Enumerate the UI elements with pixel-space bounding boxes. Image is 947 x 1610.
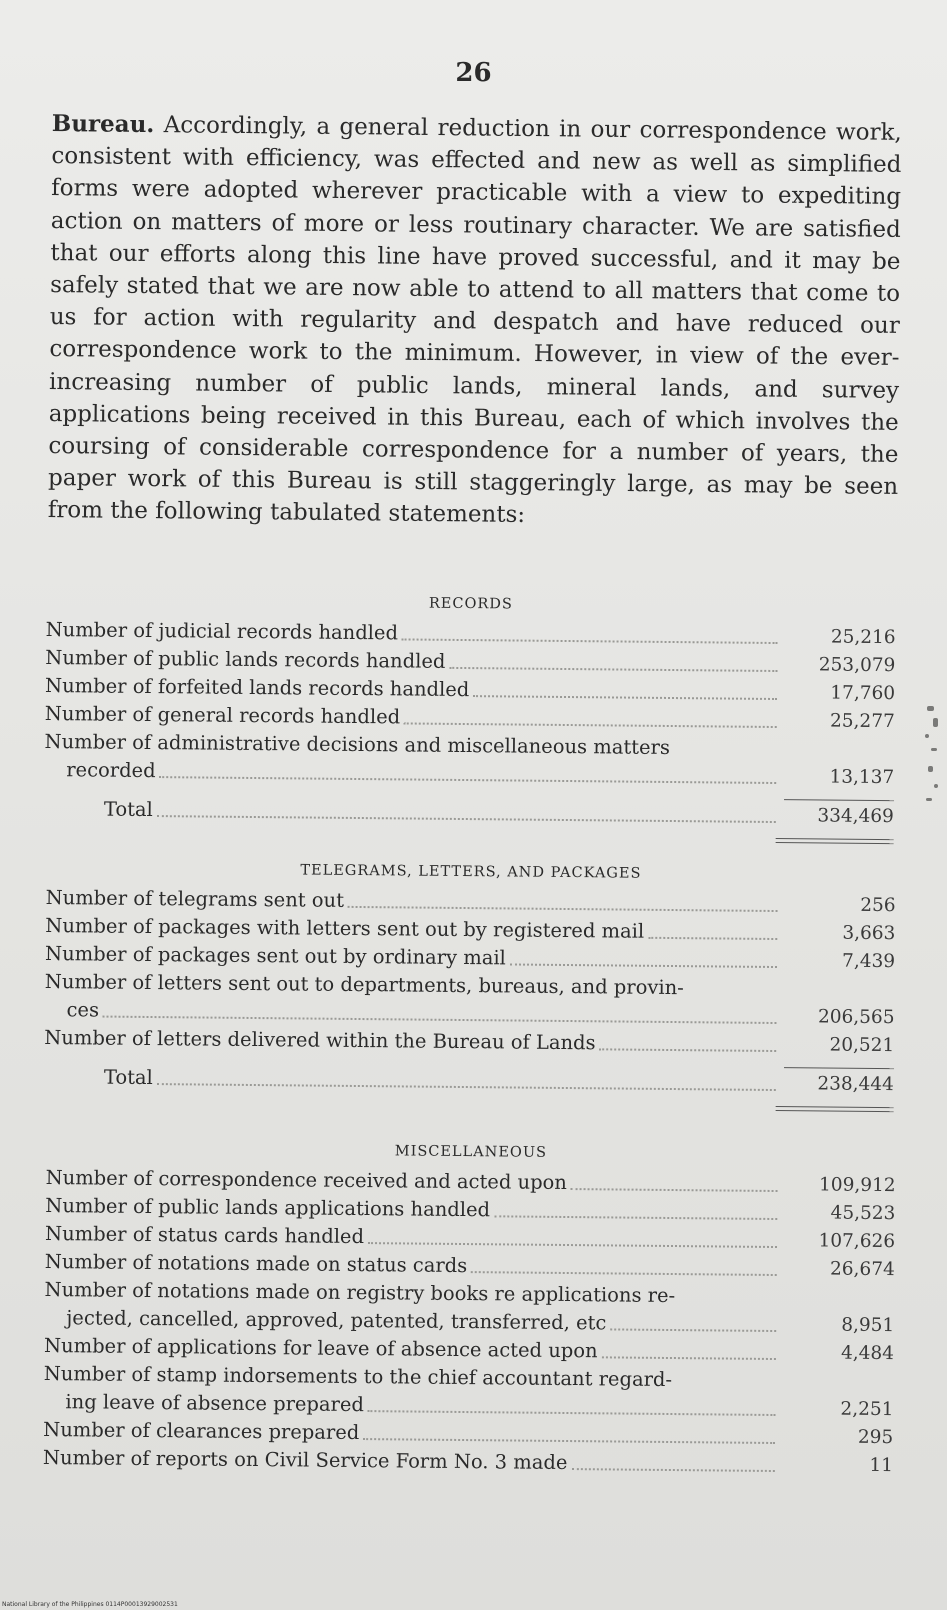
telegrams-title: TELEGRAMS, LETTERS, AND PACKAGES [300,862,642,882]
subtotal-rule [784,1067,894,1069]
table-row: Number of clearances prepared 295 [43,1417,894,1449]
table-row: Number of forfeited lands records handled 17,760 [44,673,896,705]
table-row: Number of applications for leave of absence acted upon 4,484 [43,1333,895,1365]
subtotal-rule [784,799,894,801]
library-footer: National Library of the Philippines 0114P00013929002531 [2,1601,178,1608]
table-row: Number of letters delivered within the Bureau of Lands 20,521 [44,1025,895,1057]
telegrams-section [44,860,896,1112]
paragraph-text: Accordingly, a general reduction in our correspondence work, consistent with efficiency, was effected and new as well as simplified forms were adopted wherever practicable with a view to expediting action on matters of more or less routinary character. We are satisfied that our efforts along this line have proved successful, and it may be safely stated that we are now able to attend to all matters that come to us for action with regularity and despatch and have reduced our correspondence work to the minimum. However, in view of the ever-increasing number of public lands, mineral lands, and survey applications being received in this Bureau, each of which involves the coursing of considerable correspondence for a number of years, the paper work of this Bureau is still staggeringly large, as may be seen from the following tabulated statements: [47,112,902,529]
records-title: RECORDS [428,595,513,613]
table-row: Number of general records handled 25,277 [44,701,895,733]
total-rule [776,1106,894,1112]
miscellaneous-section [43,1140,896,1480]
table-row: Number of packages sent out by ordinary mail 7,439 [44,941,896,973]
table-row: Number of notations made on registry books re applications re- jected, cancelled, approved, patented, transferred, etc 8,951 [44,1277,895,1337]
table-row: Number of notations made on status cards 26,674 [44,1249,895,1281]
margin-scan-marks [925,700,941,810]
table-row: Number of letters sent out to departments, bureaus, and provin- ces 206,565 [44,969,895,1029]
table-row: Number of judicial records handled 25,216 [45,617,896,649]
table-row: Number of administrative decisions and miscellaneous matters recorded 13,137 [44,729,895,789]
miscellaneous-title: MISCELLANEOUS [394,1143,548,1161]
miscellaneous-table [43,1164,896,1480]
total-row: Total 334,469 [103,797,894,828]
table-row: Number of packages with letters sent out by registered mail 3,663 [45,913,896,945]
table-row: Number of stamp indorsements to the chief accountant regard- ing leave of absence prepared 2,251 [43,1361,894,1421]
table-row: Number of correspondence received and acted upon 109,912 [45,1165,896,1197]
records-section [44,592,896,844]
table-row: Number of telegrams sent out 256 [45,885,896,917]
records-table [44,616,896,844]
table-row: Number of status cards handled 107,626 [44,1221,896,1253]
body-paragraph [48,108,902,536]
table-row: Number of reports on Civil Service Form No. 3 made 11 [42,1445,894,1477]
table-row: Number of public lands applications handled 45,523 [45,1193,896,1225]
page-number: 26 [455,58,492,88]
total-rule [776,838,894,844]
total-row: Total 238,444 [103,1065,894,1096]
paragraph-lead: Bureau. [51,109,155,139]
telegrams-table [44,884,896,1112]
table-row: Number of public lands records handled 253,079 [45,645,896,677]
